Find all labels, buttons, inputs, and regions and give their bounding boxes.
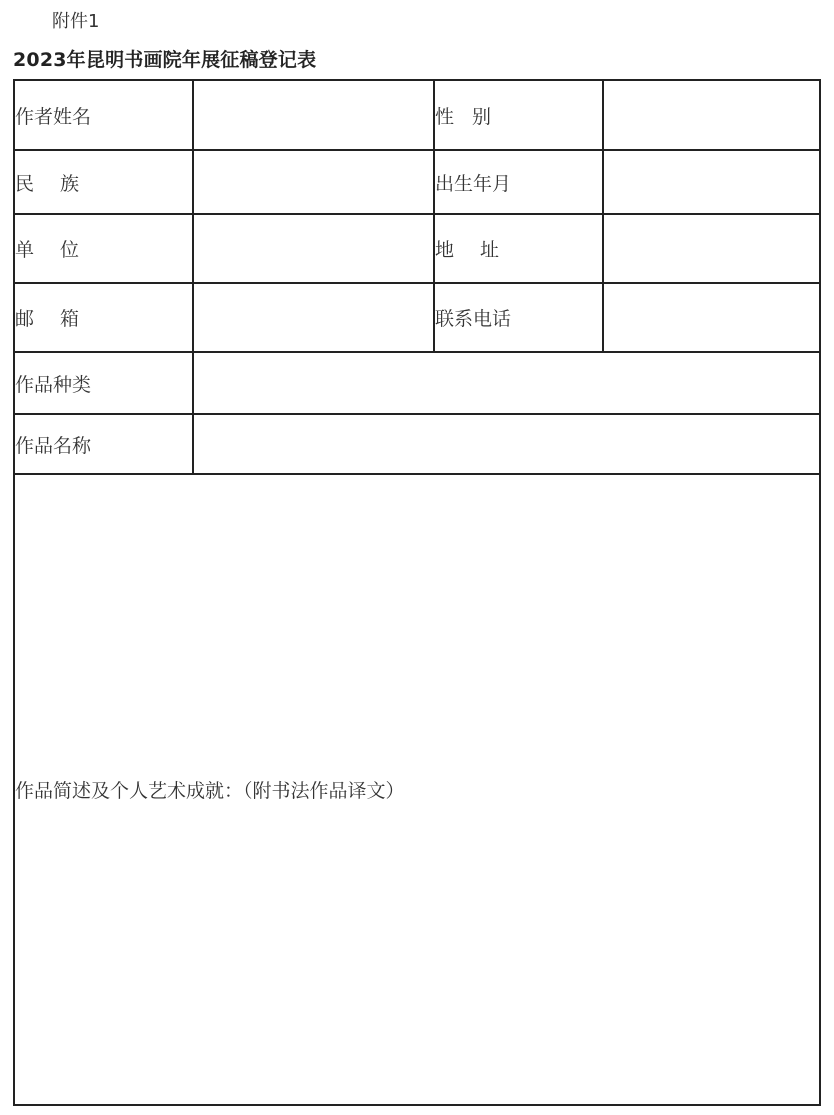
gender-label-b: 别 <box>472 105 492 128</box>
author-name-label-cell <box>14 80 193 150</box>
work-name-label: 作品名称 <box>15 434 92 457</box>
ethnicity-label-b: 族 <box>60 172 80 195</box>
registration-form <box>13 79 821 1106</box>
author-name-field[interactable] <box>193 80 434 150</box>
ethnicity-field[interactable] <box>193 150 434 214</box>
phone-field[interactable] <box>603 283 820 352</box>
row-email-phone <box>14 283 820 352</box>
email-label-cell <box>14 283 193 352</box>
birth-label-cell <box>434 150 603 214</box>
email-field[interactable] <box>193 283 434 352</box>
gender-label-cell <box>434 80 603 150</box>
ethnicity-label-cell <box>14 150 193 214</box>
phone-label-cell <box>434 283 603 352</box>
work-name-field[interactable] <box>193 414 820 474</box>
address-label-cell <box>434 214 603 283</box>
work-type-field[interactable] <box>193 352 820 414</box>
page-title: 2023年昆明书画院年展征稿登记表 <box>13 49 317 71</box>
address-label-b: 址 <box>480 239 500 261</box>
birth-label: 出生年月 <box>435 172 512 195</box>
email-label-a: 邮 <box>15 308 35 330</box>
email-label-b: 箱 <box>60 308 80 330</box>
row-work-type <box>14 352 820 414</box>
row-name-gender <box>14 80 820 150</box>
gender-label-a: 性 <box>435 105 455 128</box>
row-summary <box>14 474 820 1105</box>
work-type-label: 作品种类 <box>15 373 92 396</box>
ethnicity-label-a: 民 <box>15 172 35 195</box>
unit-label-b: 位 <box>60 239 80 261</box>
summary-field[interactable] <box>14 474 820 1105</box>
row-unit-address <box>14 214 820 283</box>
unit-label-cell <box>14 214 193 283</box>
author-name-label: 作者姓名 <box>15 105 92 128</box>
row-ethnicity-birth <box>14 150 820 214</box>
work-type-label-cell <box>14 352 193 414</box>
phone-label: 联系电话 <box>435 308 512 330</box>
attachment-label: 附件1 <box>52 11 100 32</box>
birth-field[interactable] <box>603 150 820 214</box>
unit-field[interactable] <box>193 214 434 283</box>
address-field[interactable] <box>603 214 820 283</box>
address-label-a: 地 <box>435 239 455 261</box>
gender-field[interactable] <box>603 80 820 150</box>
row-work-name <box>14 414 820 474</box>
unit-label-a: 单 <box>15 239 35 261</box>
work-name-label-cell <box>14 414 193 474</box>
summary-label: 作品简述及个人艺术成就：（附书法作品译文） <box>15 780 405 802</box>
